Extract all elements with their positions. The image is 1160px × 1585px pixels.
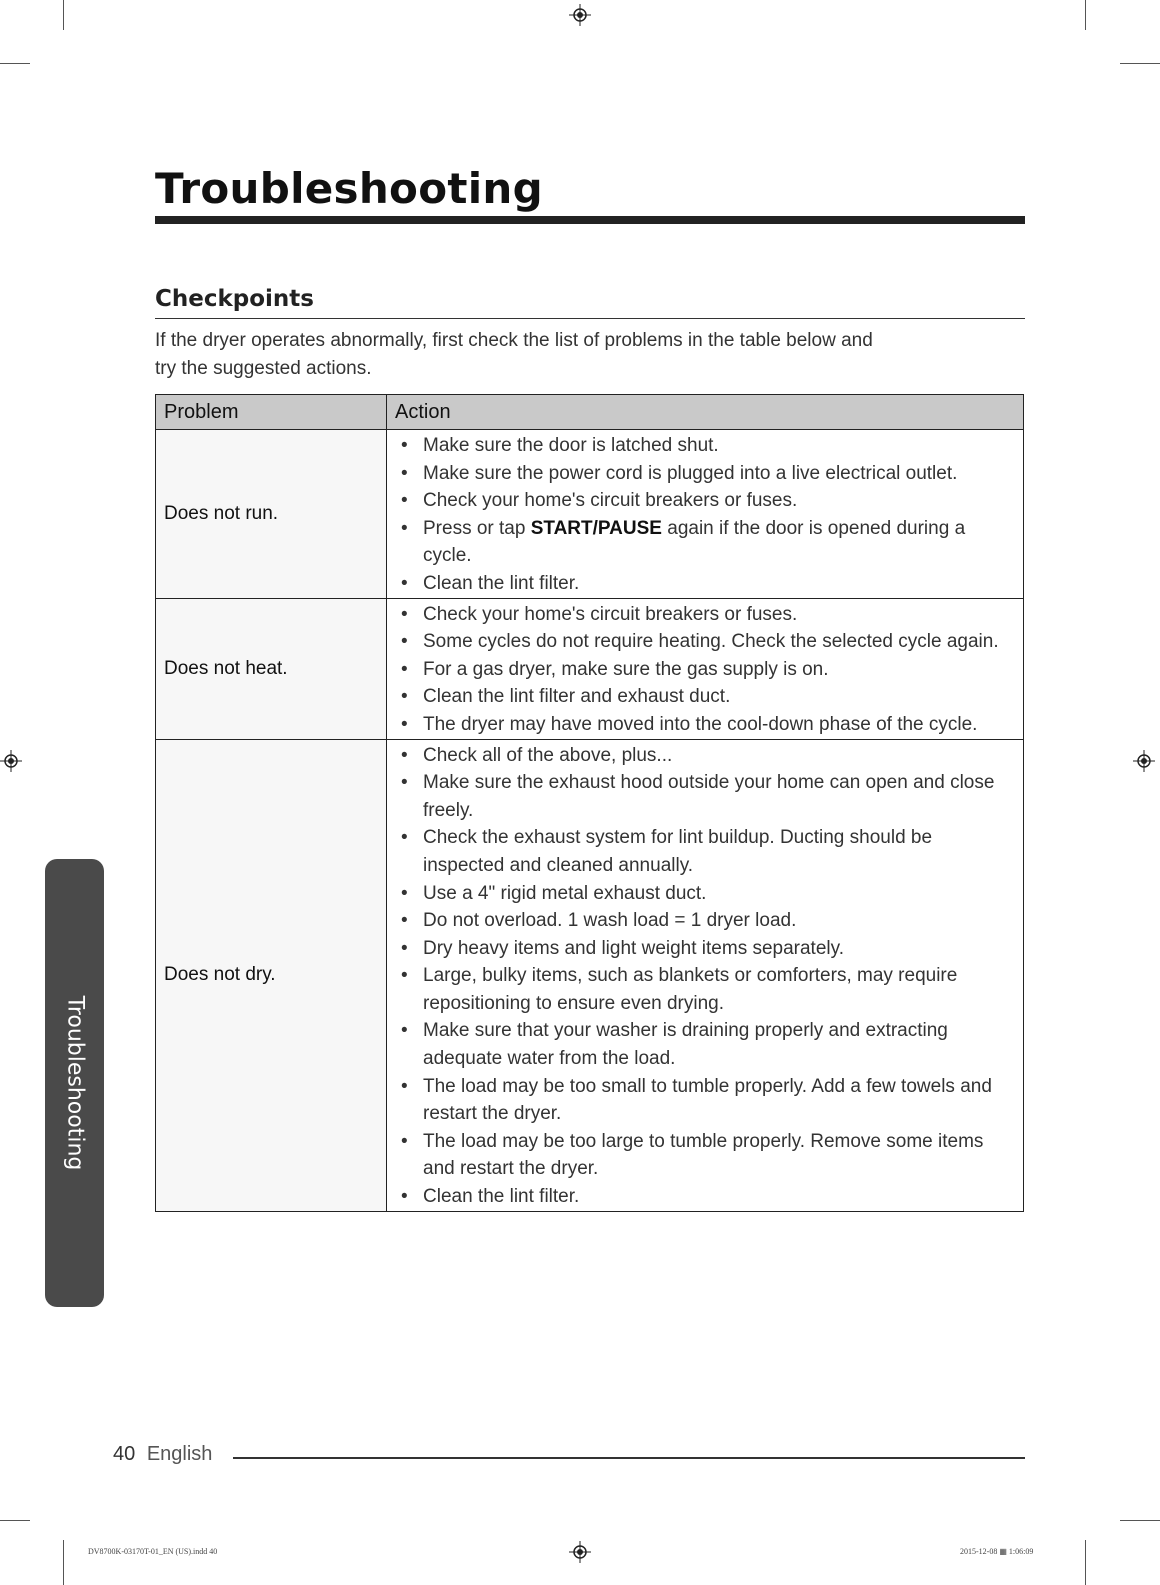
print-slug-right: 2015-12-08 ▦ 1:06:09 bbox=[960, 1547, 1034, 1556]
crop-mark-top-left-horizontal bbox=[0, 63, 30, 64]
footer-language: English bbox=[146, 1443, 213, 1465]
action-list bbox=[397, 601, 1013, 739]
intro-line-2: try the suggested actions. bbox=[155, 358, 372, 379]
registration-mark-icon bbox=[1133, 750, 1155, 772]
crop-mark-bottom-right-vertical bbox=[1085, 1540, 1086, 1585]
crop-mark-bottom-left-vertical bbox=[63, 1540, 64, 1585]
action-cell bbox=[387, 598, 1024, 739]
list-item: • Use a 4" rigid metal exhaust duct. bbox=[397, 880, 1013, 908]
side-tab-label: Troubleshooting bbox=[62, 995, 87, 1171]
list-item: • The load may be too small to tumble properly. Add a few towels and restart the dryer. bbox=[397, 1073, 1013, 1128]
action-cell bbox=[387, 739, 1024, 1211]
list-item: • The load may be too large to tumble properly. Remove some items and restart the dryer. bbox=[397, 1128, 1013, 1183]
list-item: • Check your home's circuit breakers or fuses. bbox=[397, 487, 1013, 515]
action-text: Press or tap bbox=[423, 517, 531, 539]
action-text: again if the door is opened during a cycle. bbox=[423, 517, 966, 567]
intro-line-1: If the dryer operates abnormally, first check the list of problems in the table below and bbox=[155, 330, 873, 351]
registration-mark-icon bbox=[569, 4, 591, 26]
list-item bbox=[397, 515, 1013, 570]
problem-cell: Does not dry. bbox=[156, 739, 387, 1211]
section-heading: Checkpoints bbox=[155, 286, 314, 312]
crop-mark-bottom-left-horizontal bbox=[0, 1520, 30, 1521]
problem-cell: Does not heat. bbox=[156, 598, 387, 739]
list-item: • Make sure the exhaust hood outside your home can open and close freely. bbox=[397, 769, 1013, 824]
table-body bbox=[156, 430, 1024, 1212]
list-item: • Check all of the above, plus... bbox=[397, 742, 1013, 770]
action-list bbox=[397, 742, 1013, 1211]
table-row bbox=[156, 430, 1024, 599]
list-item: • Make sure the door is latched shut. bbox=[397, 432, 1013, 460]
side-tab bbox=[45, 859, 104, 1307]
page-footer bbox=[113, 1443, 212, 1466]
header-action: Action bbox=[387, 395, 1024, 430]
list-item: • Dry heavy items and light weight items separately. bbox=[397, 935, 1013, 963]
list-item: • Large, bulky items, such as blankets or comforters, may require repositioning to ensure even drying. bbox=[397, 962, 1013, 1017]
checkpoints-table bbox=[155, 394, 1024, 1212]
page-title: Troubleshooting bbox=[155, 164, 543, 213]
table-row bbox=[156, 598, 1024, 739]
crop-mark-top-left-vertical bbox=[63, 0, 64, 30]
list-item: • Make sure that your washer is draining properly and extracting adequate water from the load. bbox=[397, 1017, 1013, 1072]
list-item: • Do not overload. 1 wash load = 1 dryer load. bbox=[397, 907, 1013, 935]
page-number: 40 bbox=[113, 1443, 136, 1465]
registration-mark-icon bbox=[569, 1541, 591, 1563]
list-item: • Check the exhaust system for lint buildup. Ducting should be inspected and cleaned annually. bbox=[397, 824, 1013, 879]
footer-rule bbox=[233, 1457, 1025, 1459]
list-item: • Some cycles do not require heating. Check the selected cycle again. bbox=[397, 628, 1013, 656]
list-item: • Clean the lint filter. bbox=[397, 1183, 1013, 1211]
action-list bbox=[397, 432, 1013, 598]
list-item: • Clean the lint filter and exhaust duct. bbox=[397, 683, 1013, 711]
title-rule bbox=[155, 216, 1025, 224]
crop-mark-bottom-right-horizontal bbox=[1120, 1520, 1160, 1521]
section-rule bbox=[155, 318, 1025, 319]
crop-mark-top-right-vertical bbox=[1085, 0, 1086, 30]
crop-mark-top-right-horizontal bbox=[1120, 63, 1160, 64]
list-item: • Make sure the power cord is plugged into a live electrical outlet. bbox=[397, 460, 1013, 488]
list-item: • The dryer may have moved into the cool-down phase of the cycle. bbox=[397, 711, 1013, 739]
intro-paragraph bbox=[155, 327, 1025, 383]
table-header-row bbox=[156, 395, 1024, 430]
header-problem: Problem bbox=[156, 395, 387, 430]
list-item: • For a gas dryer, make sure the gas supply is on. bbox=[397, 656, 1013, 684]
table-row bbox=[156, 739, 1024, 1211]
problem-cell: Does not run. bbox=[156, 430, 387, 599]
print-slug-left: DV8700K-03170T-01_EN (US).indd 40 bbox=[88, 1547, 218, 1556]
registration-mark-icon bbox=[0, 750, 22, 772]
action-cell bbox=[387, 430, 1024, 599]
list-item: • Check your home's circuit breakers or fuses. bbox=[397, 601, 1013, 629]
start-pause-label: START/PAUSE bbox=[530, 517, 662, 539]
list-item: • Clean the lint filter. bbox=[397, 570, 1013, 598]
